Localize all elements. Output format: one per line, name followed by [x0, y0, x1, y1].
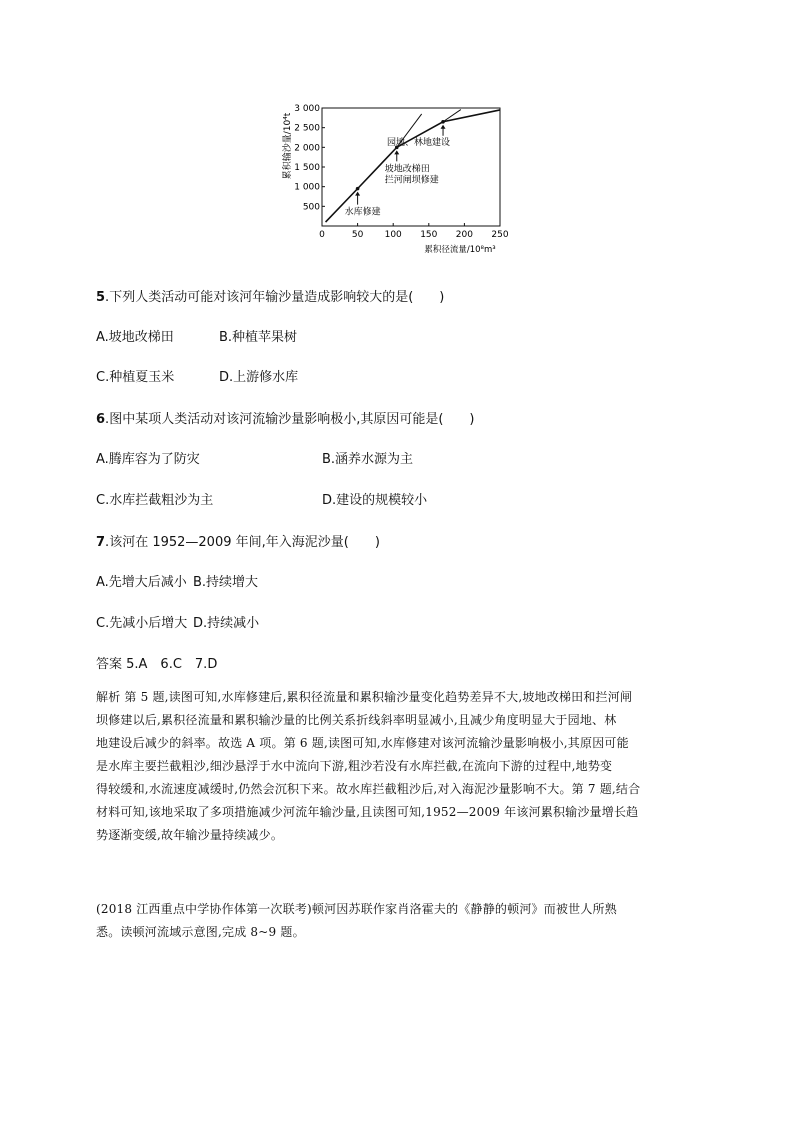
- y-tick-label: 500: [302, 202, 320, 213]
- question-stem: 下列人类活动可能对该河年输沙量造成影响较大的是( ): [109, 290, 445, 305]
- answer-line: 答案 5.A 6.C 7.D: [96, 657, 218, 672]
- question-5: 5.下列人类活动可能对该河年输沙量造成影响较大的是( ): [96, 290, 445, 305]
- y-axis-label: 累积输沙量/10⁴t: [283, 112, 293, 180]
- analysis-line: 坝修建以后,累积径流量和累积输沙量的比例关系折线斜率明显减小,且减少角度明显大于园地、林: [96, 713, 617, 727]
- option-d[interactable]: D.建设的规模较小: [322, 493, 428, 508]
- source-paragraph: [96, 898, 708, 944]
- question-stem: 图中某项人类活动对该河流输沙量影响极小,其原因可能是( ): [109, 412, 475, 427]
- option-b[interactable]: B.持续增大: [193, 575, 259, 590]
- y-tick-label: 1 000: [294, 182, 320, 193]
- analysis-line: 材料可知,该地采取了多项措施减少河流年输沙量,且读图可知,1952—2009 年该河累积输沙量增长趋: [96, 805, 639, 819]
- marker-point: [356, 187, 360, 191]
- x-tick-label: 150: [420, 230, 438, 240]
- analysis-paragraph: [96, 686, 708, 847]
- sediment-runoff-chart: [270, 96, 520, 256]
- option-d[interactable]: D.上游修水库: [219, 370, 299, 385]
- option-d[interactable]: D.持续减小: [193, 616, 260, 631]
- question-number: 6: [96, 412, 106, 427]
- option-a[interactable]: A.腾库容为了防灾: [96, 452, 200, 467]
- chart-svg: [270, 96, 520, 256]
- option-c[interactable]: C.水库拦截粗沙为主: [96, 493, 214, 508]
- analysis-line: 是水库主要拦截粗沙,细沙悬浮于水中流向下游,粗沙若没有水库拦截,在流向下游的过程中,地势变: [96, 759, 613, 773]
- arrow-head: [441, 125, 446, 129]
- x-tick-label: 50: [351, 230, 364, 240]
- question-number: 7: [96, 535, 106, 550]
- option-b[interactable]: B.种植苹果树: [219, 330, 298, 345]
- option-b[interactable]: B.涵养水源为主: [322, 452, 414, 467]
- question-number: 5: [96, 290, 106, 305]
- question-stem: 该河在 1952—2009 年间,年入海泥沙量( ): [109, 535, 380, 550]
- annotation-label: 拦河闸坝修建: [384, 175, 439, 186]
- analysis-line: 地建设后减少的斜率。故选 A 项。第 6 题,读图可知,水库修建对该河流输沙量影响极小,其原因可能: [96, 736, 629, 750]
- y-tick-label: 2 000: [294, 143, 320, 154]
- y-tick-label: 2 500: [294, 123, 320, 134]
- y-tick-label: 3 000: [294, 104, 320, 114]
- x-tick-label: 200: [455, 230, 473, 240]
- annotation-label: 园地、林地建设: [387, 137, 451, 148]
- x-tick-label: 0: [319, 230, 325, 240]
- x-tick-label: 100: [384, 230, 402, 240]
- annotation-label: 坡地改梯田: [384, 164, 430, 175]
- annotation-label: 水库修建: [344, 207, 381, 218]
- option-c[interactable]: C.先减小后增大: [96, 616, 188, 631]
- analysis-line: 解析 第 5 题,读图可知,水库修建后,累积径流量和累积输沙量变化趋势差异不大,坡地改梯田和拦河闸: [96, 690, 633, 704]
- option-a[interactable]: A.坡地改梯田: [96, 330, 174, 345]
- option-c[interactable]: C.种植夏玉米: [96, 370, 175, 385]
- x-axis-label: 累积径流量/10⁸m³: [424, 245, 496, 255]
- marker-point: [441, 120, 445, 124]
- source-line: 悉。读顿河流域示意图,完成 8~9 题。: [96, 925, 305, 939]
- x-tick-label: 250: [491, 230, 509, 240]
- option-a[interactable]: A.先增大后减小: [96, 575, 187, 590]
- question-6: 6.图中某项人类活动对该河流输沙量影响极小,其原因可能是( ): [96, 412, 475, 427]
- analysis-line: 势逐渐变缓,故年输沙量持续减少。: [96, 828, 284, 842]
- arrow-head: [355, 192, 360, 196]
- question-7: 7.该河在 1952—2009 年间,年入海泥沙量( ): [96, 535, 380, 550]
- y-tick-label: 1 500: [294, 163, 320, 173]
- analysis-line: 得较缓和,水流速度减缓时,仍然会沉积下来。故水库拦截粗沙后,对入海泥沙量影响不大。第 7 题,结合: [96, 782, 641, 796]
- arrow-head: [394, 150, 399, 154]
- source-line: (2018 江西重点中学协作体第一次联考)顿河因苏联作家肖洛霍夫的《静静的顿河》而被世人所熟: [96, 902, 617, 916]
